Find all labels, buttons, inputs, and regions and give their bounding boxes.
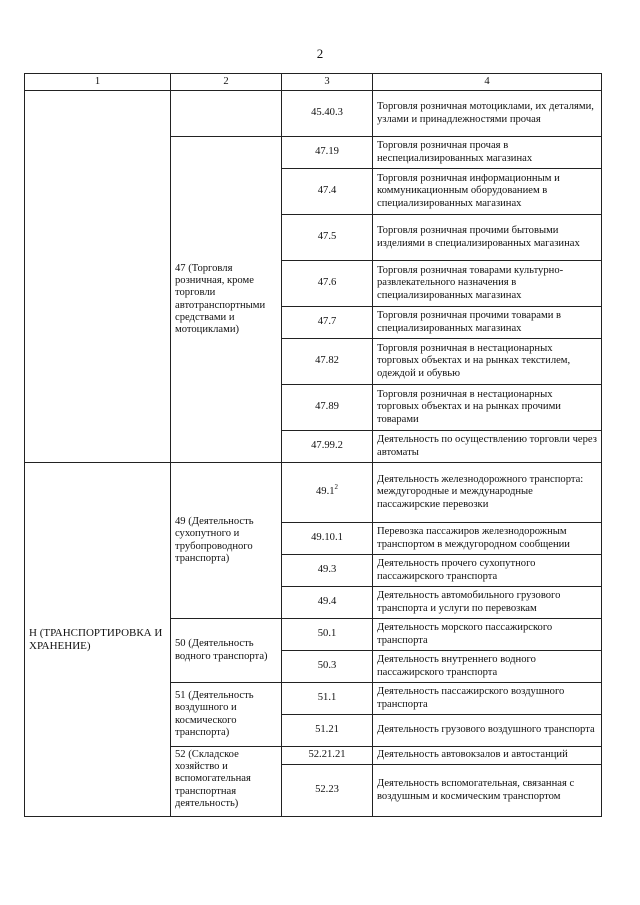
code-cell: 52.21.21 <box>282 747 373 765</box>
code-cell: 47.6 <box>282 261 373 307</box>
header-col-3: 3 <box>282 74 373 91</box>
desc-cell: Торговля розничная информационным и коммуникационным оборудованием в специализированных магазинах <box>373 169 602 215</box>
code-cell: 49.10.1 <box>282 523 373 555</box>
code-cell: 47.7 <box>282 307 373 339</box>
desc-cell: Торговля розничная в нестационарных торговых объектах и на рынках текстилем, одеждой и обувью <box>373 339 602 385</box>
desc-cell: Деятельность вспомогательная, связанная с воздушным и космическим транспортом <box>373 765 602 817</box>
desc-cell: Торговля розничная в нестационарных торговых объектах и на рынках прочими товарами <box>373 385 602 431</box>
table-row <box>25 91 602 137</box>
code-cell: 47.82 <box>282 339 373 385</box>
group-cell-52: 52 (Складское хозяйство и вспомогательная транспортная деятельность) <box>171 747 282 817</box>
code-cell: 50.1 <box>282 619 373 651</box>
header-col-4: 4 <box>373 74 602 91</box>
table-row <box>25 463 602 523</box>
desc-cell: Деятельность пассажирского воздушного транспорта <box>373 683 602 715</box>
footnote-mark: 2 <box>334 483 339 492</box>
code-cell: 49.4 <box>282 587 373 619</box>
code-cell: 52.23 <box>282 765 373 817</box>
code-cell <box>282 463 373 523</box>
code-cell: 50.3 <box>282 651 373 683</box>
code-cell: 47.99.2 <box>282 431 373 463</box>
code-cell: 49.3 <box>282 555 373 587</box>
section-cell-h: Н (ТРАНСПОРТИРОВКА И ХРАНЕНИЕ) <box>25 463 171 817</box>
code-cell: 47.89 <box>282 385 373 431</box>
code-cell: 47.5 <box>282 215 373 261</box>
desc-cell: Деятельность автомобильного грузового транспорта и услуги по перевозкам <box>373 587 602 619</box>
group-cell-49: 49 (Деятельность сухопутного и трубопроводного транспорта) <box>171 463 282 619</box>
desc-cell: Деятельность грузового воздушного транспорта <box>373 715 602 747</box>
desc-cell: Перевозка пассажиров железнодорожным транспортом в междугородном сообщении <box>373 523 602 555</box>
desc-cell: Торговля розничная прочими бытовыми изделиями в специализированных магазинах <box>373 215 602 261</box>
code-cell: 51.21 <box>282 715 373 747</box>
desc-cell: Торговля розничная мотоциклами, их деталями, узлами и принадлежностями прочая <box>373 91 602 137</box>
header-row <box>25 74 602 91</box>
desc-cell: Деятельность железнодорожного транспорта: междугородные и международные пассажирские перевозки <box>373 463 602 523</box>
code-cell: 51.1 <box>282 683 373 715</box>
group-cell-47: 47 (Торговля розничная, кроме торговли автотранспортными средствами и мотоциклами) <box>171 137 282 463</box>
header-col-1: 1 <box>25 74 171 91</box>
desc-cell: Деятельность морского пассажирского транспорта <box>373 619 602 651</box>
desc-cell: Торговля розничная прочая в неспециализированных магазинах <box>373 137 602 169</box>
desc-cell: Деятельность автовокзалов и автостанций <box>373 747 602 765</box>
section-cell-blank <box>25 91 171 463</box>
desc-cell: Торговля розничная товарами культурно-развлекательного назначения в специализированных магазинах <box>373 261 602 307</box>
desc-cell: Деятельность прочего сухопутного пассажирского транспорта <box>373 555 602 587</box>
header-col-2: 2 <box>171 74 282 91</box>
desc-cell: Деятельность внутреннего водного пассажирского транспорта <box>373 651 602 683</box>
page-number: 2 <box>316 46 324 61</box>
group-cell-51: 51 (Деятельность воздушного и космического транспорта) <box>171 683 282 747</box>
okved-table <box>24 73 602 817</box>
code-cell: 47.19 <box>282 137 373 169</box>
group-cell-blank <box>171 91 282 137</box>
group-cell-50: 50 (Деятельность водного транспорта) <box>171 619 282 683</box>
desc-cell: Торговля розничная прочими товарами в специализированных магазинах <box>373 307 602 339</box>
code-cell: 45.40.3 <box>282 91 373 137</box>
code-cell: 47.4 <box>282 169 373 215</box>
desc-cell: Деятельность по осуществлению торговли через автоматы <box>373 431 602 463</box>
code-value: 49.1 <box>315 486 335 498</box>
